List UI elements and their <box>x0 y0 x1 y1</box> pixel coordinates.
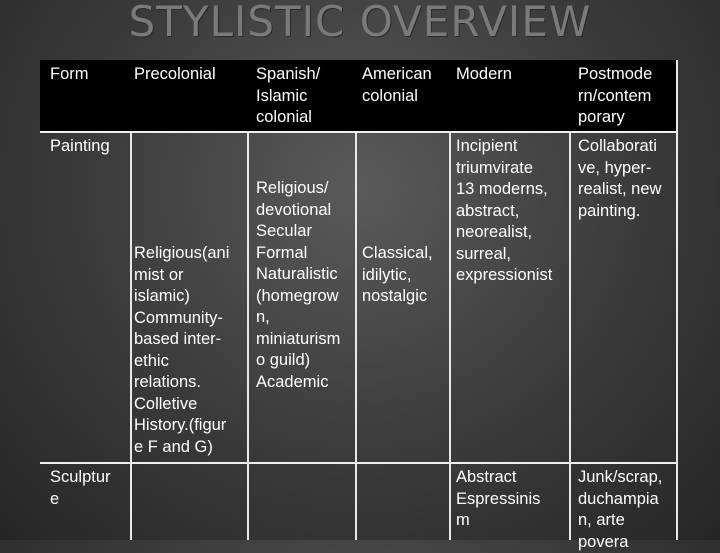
header-modern: Modern <box>456 65 512 83</box>
row-label-painting: Painting <box>50 137 110 155</box>
row-label-sculpture: Sculptur e <box>50 468 111 508</box>
header-precolonial: Precolonial <box>134 65 216 83</box>
column-divider <box>130 133 132 540</box>
header-postmodern: Postmode rn/contem porary <box>578 65 653 126</box>
header-spanish-islamic-colonial: Spanish/ Islamic colonial <box>256 65 321 126</box>
header-form: Form <box>50 65 89 83</box>
painting-row-bottom-rule <box>40 462 678 464</box>
column-divider <box>247 133 249 540</box>
sculpture-postmodern: Junk/scrap, duchampia n, arte povera <box>578 468 663 551</box>
column-divider <box>355 133 357 540</box>
painting-precolonial: Religious(ani mist or islamic) Community- based inter- ethic relations. Colletive History.(figur e F and G) <box>134 244 230 456</box>
sculpture-modern: Abstract Espressinis m <box>456 468 541 529</box>
painting-modern: Incipient triumvirate 13 moderns, abstract, neorealist, surreal, expressionist <box>456 137 553 284</box>
painting-american-colonial: Classical, idilytic, nostalgic <box>362 244 433 305</box>
slide-title: STYLISTIC OVERVIEW <box>128 0 592 46</box>
painting-spanish-islamic-colonial: Religious/ devotional Secular Formal Naturalistic (homegrow n, miniaturism o guild) Academic <box>256 179 341 391</box>
column-divider <box>449 133 451 540</box>
header-american-colonial: American colonial <box>362 65 432 105</box>
table-right-border <box>676 60 678 540</box>
painting-postmodern: Collaborati ve, hyper- realist, new painting. <box>578 137 662 220</box>
column-divider <box>569 133 571 540</box>
header-bottom-rule <box>40 131 678 133</box>
